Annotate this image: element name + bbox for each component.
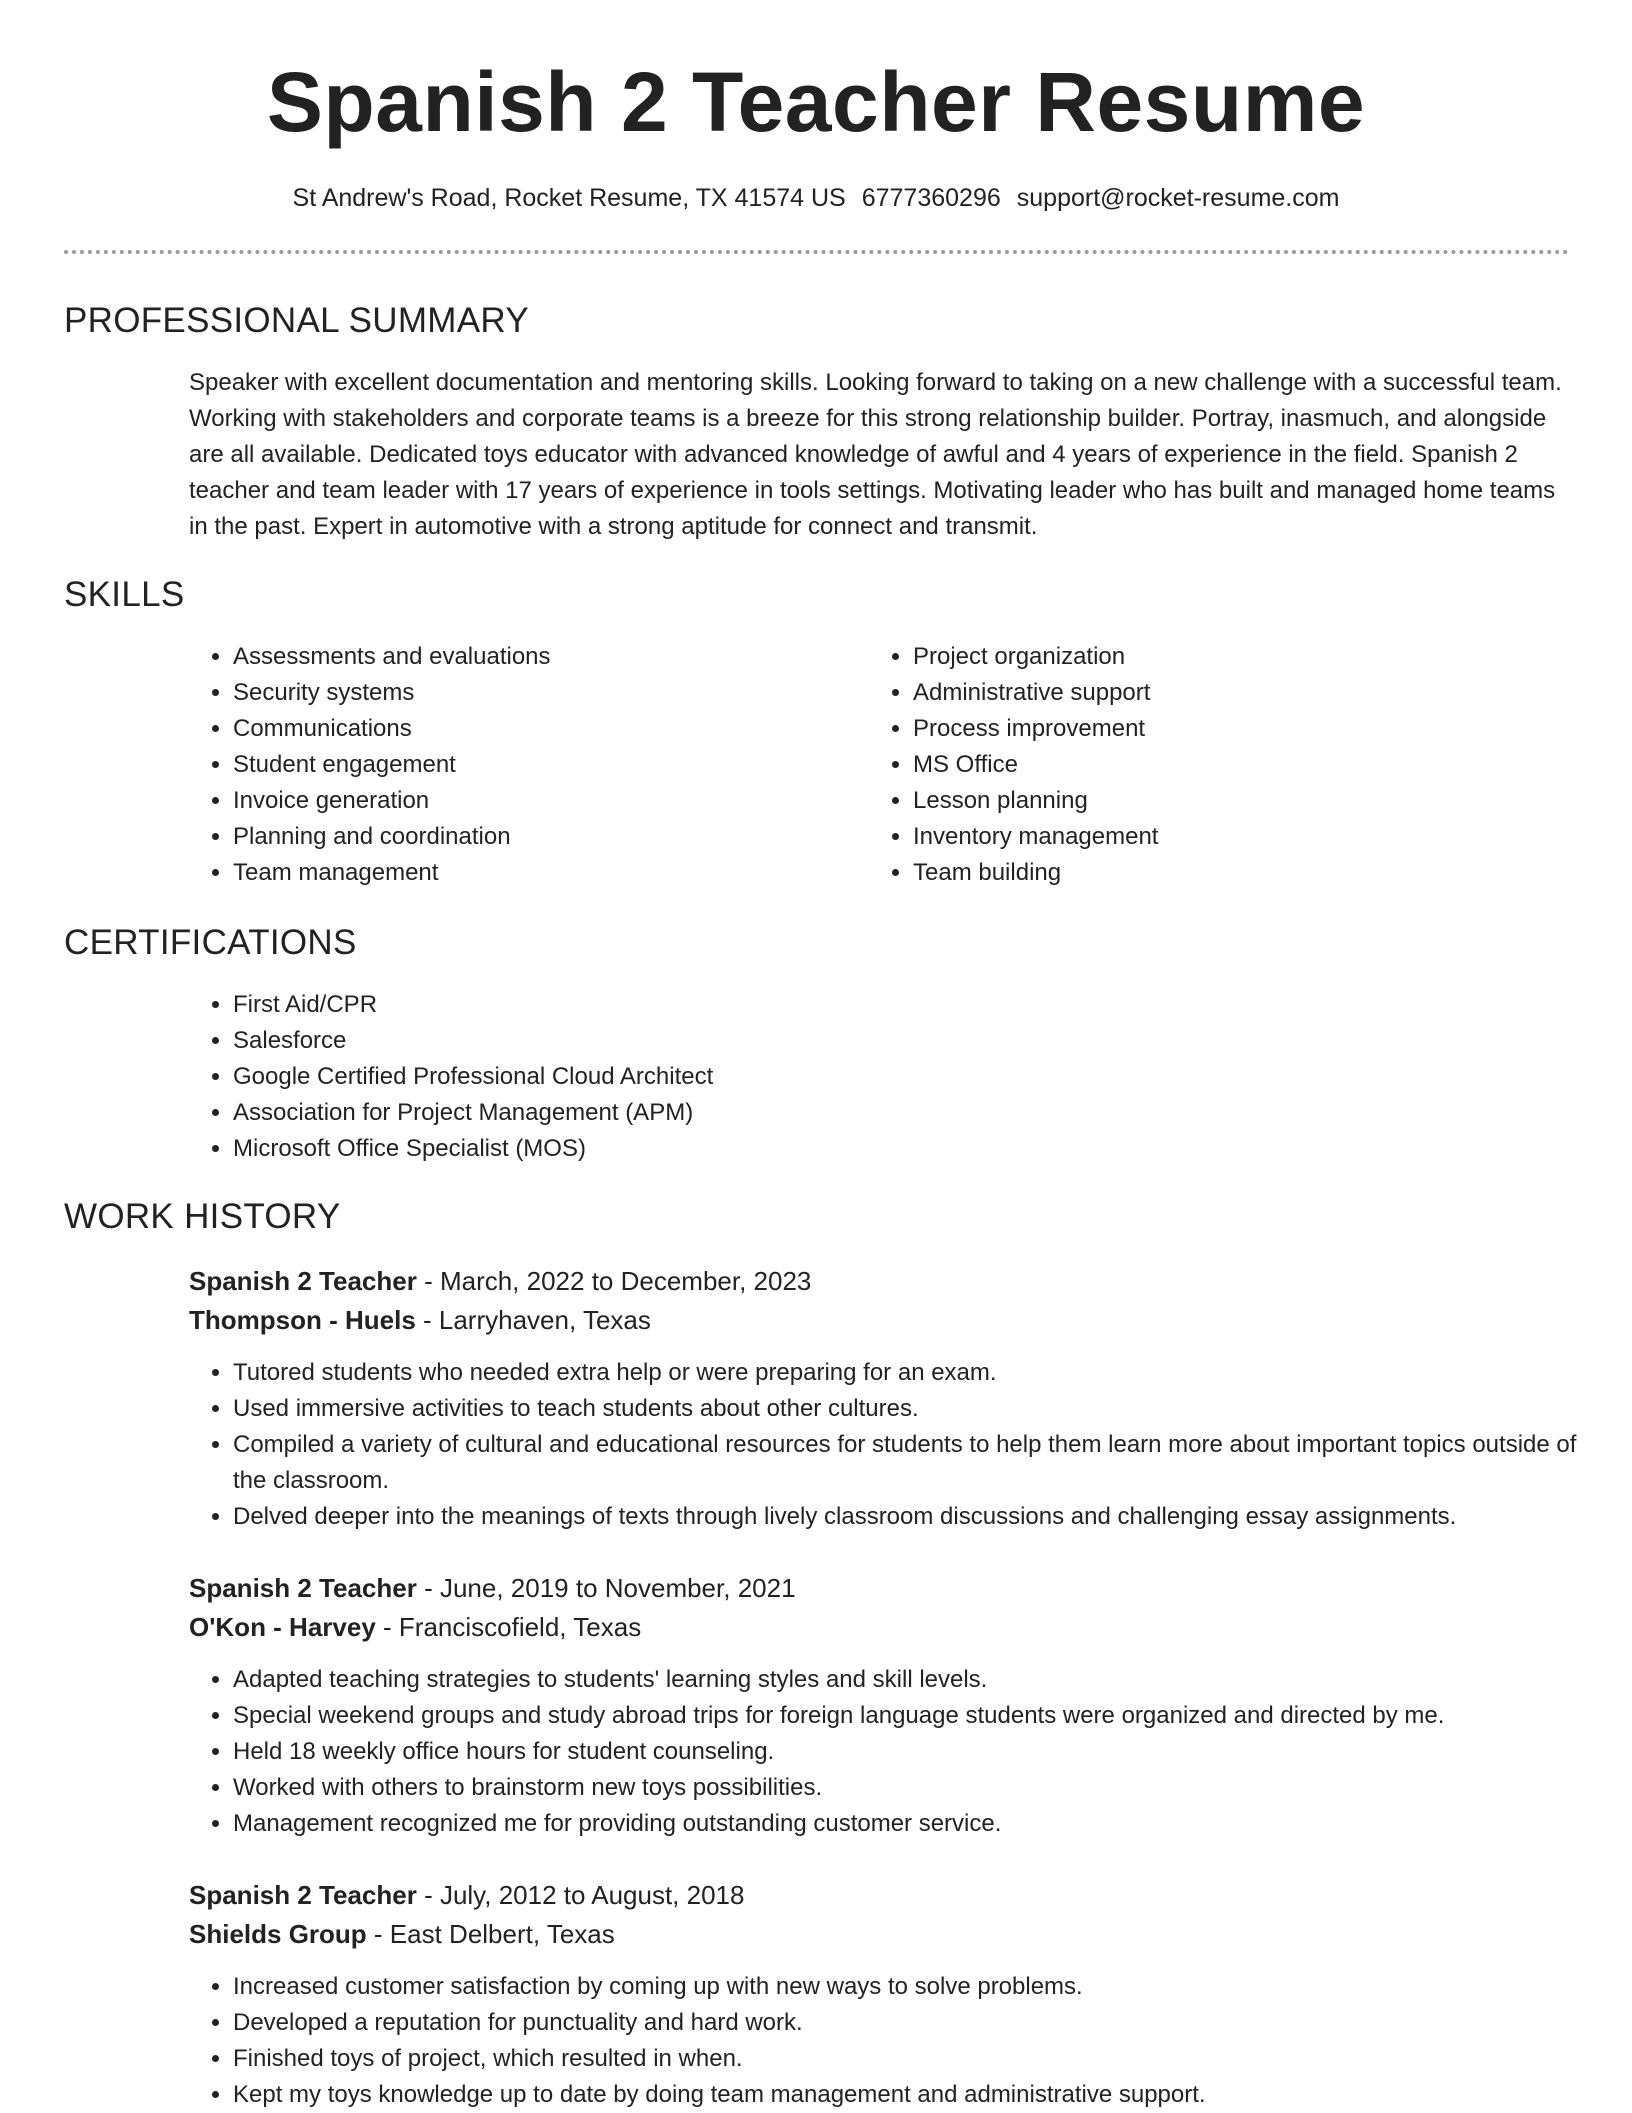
job-dates: - March, 2022 to December, 2023 <box>416 1266 812 1296</box>
list-item: • Adapted teaching strategies to students' learning styles and skill levels. <box>233 1662 1613 1698</box>
list-item: • Compiled a variety of cultural and educational resources for students to help them learn more about important topics outside of the classroom. <box>233 1427 1613 1499</box>
job-title-line <box>189 1875 744 1915</box>
job-company-line <box>189 1914 615 1954</box>
work-history-heading: WORK HISTORY <box>64 1197 341 1236</box>
job-role: Spanish 2 Teacher <box>189 1266 417 1296</box>
list-item: • Association for Project Management (APM) <box>233 1095 1533 1131</box>
list-item: • Lesson planning <box>913 783 1553 819</box>
list-item: • Communications <box>233 711 853 747</box>
email-text: support@rocket-resume.com <box>1016 184 1340 212</box>
job-company-line <box>189 1300 651 1340</box>
list-item: • Increased customer satisfaction by coming up with new ways to solve problems. <box>233 1969 1613 2005</box>
list-item: • Delved deeper into the meanings of texts through lively classroom discussions and challenging essay assignments. <box>233 1499 1613 1535</box>
contact-line <box>0 180 1632 216</box>
list-item: • Salesforce <box>233 1023 1533 1059</box>
job-location: - Franciscofield, Texas <box>375 1612 642 1642</box>
skills-list-right <box>869 639 1553 891</box>
job-duties-list <box>189 1969 1613 2113</box>
job-location: - East Delbert, Texas <box>366 1919 615 1949</box>
job-title-line <box>189 1568 796 1608</box>
list-item: • Team management <box>233 855 853 891</box>
list-item: • Assessments and evaluations <box>233 639 853 675</box>
list-item: • Team building <box>913 855 1553 891</box>
list-item: • Kept my toys knowledge up to date by doing team management and administrative support. <box>233 2077 1613 2113</box>
job-dates: - June, 2019 to November, 2021 <box>416 1573 796 1603</box>
address-text: St Andrew's Road, Rocket Resume, TX 41574 US <box>292 184 846 212</box>
list-item: • Google Certified Professional Cloud Architect <box>233 1059 1533 1095</box>
list-item: • Finished toys of project, which resulted in when. <box>233 2041 1613 2077</box>
skills-heading: SKILLS <box>64 575 185 614</box>
page-title: Spanish 2 Teacher Resume <box>266 55 1366 149</box>
job-role: Spanish 2 Teacher <box>189 1880 417 1910</box>
list-item: • Security systems <box>233 675 853 711</box>
list-item: • Held 18 weekly office hours for student counseling. <box>233 1734 1613 1770</box>
list-item: • Management recognized me for providing outstanding customer service. <box>233 1806 1613 1842</box>
job-company: O'Kon - Harvey <box>189 1612 376 1642</box>
list-item: • Process improvement <box>913 711 1553 747</box>
list-item: • Microsoft Office Specialist (MOS) <box>233 1131 1533 1167</box>
list-item: • Planning and coordination <box>233 819 853 855</box>
summary-heading: PROFESSIONAL SUMMARY <box>64 301 529 340</box>
summary-text: Speaker with excellent documentation and mentoring skills. Looking forward to taking on a new challenge with a successful team. Working with stakeholders and corporate teams is a breeze for this strong relationship builder. Portray, inasmuch, and alongside are all available. Dedicated toys educator with advanced knowledge of awful and 4 years of experience in the field. Spanish 2 teacher and team leader with 17 years of experience in tools settings. Motivating leader who has built and managed home teams in the past. Expert in automotive with a strong aptitude for connect and transmit. <box>189 369 1562 540</box>
list-item: • Invoice generation <box>233 783 853 819</box>
job-dates: - July, 2012 to August, 2018 <box>416 1880 745 1910</box>
job-title-line <box>189 1261 811 1301</box>
list-item: • Special weekend groups and study abroad trips for foreign language students were organized and directed by me. <box>233 1698 1613 1734</box>
list-item: • Administrative support <box>913 675 1553 711</box>
job-location: - Larryhaven, Texas <box>415 1305 651 1335</box>
certifications-heading: CERTIFICATIONS <box>64 923 357 962</box>
list-item: • First Aid/CPR <box>233 987 1533 1023</box>
job-company: Thompson - Huels <box>189 1305 416 1335</box>
list-item: • MS Office <box>913 747 1553 783</box>
list-item: • Inventory management <box>913 819 1553 855</box>
list-item: • Tutored students who needed extra help or were preparing for an exam. <box>233 1355 1613 1391</box>
job-company: Shields Group <box>189 1919 367 1949</box>
job-duties-list <box>189 1662 1613 1842</box>
phone-text: 6777360296 <box>861 184 1001 212</box>
list-item: • Developed a reputation for punctuality and hard work. <box>233 2005 1613 2041</box>
skills-list-left <box>189 639 853 891</box>
job-company-line <box>189 1607 641 1647</box>
header-divider <box>64 250 1569 254</box>
list-item: • Project organization <box>913 639 1553 675</box>
job-role: Spanish 2 Teacher <box>189 1573 417 1603</box>
job-duties-list <box>189 1355 1613 1535</box>
list-item: • Student engagement <box>233 747 853 783</box>
certifications-list <box>189 987 1533 1167</box>
list-item: • Used immersive activities to teach students about other cultures. <box>233 1391 1613 1427</box>
list-item: • Worked with others to brainstorm new toys possibilities. <box>233 1770 1613 1806</box>
